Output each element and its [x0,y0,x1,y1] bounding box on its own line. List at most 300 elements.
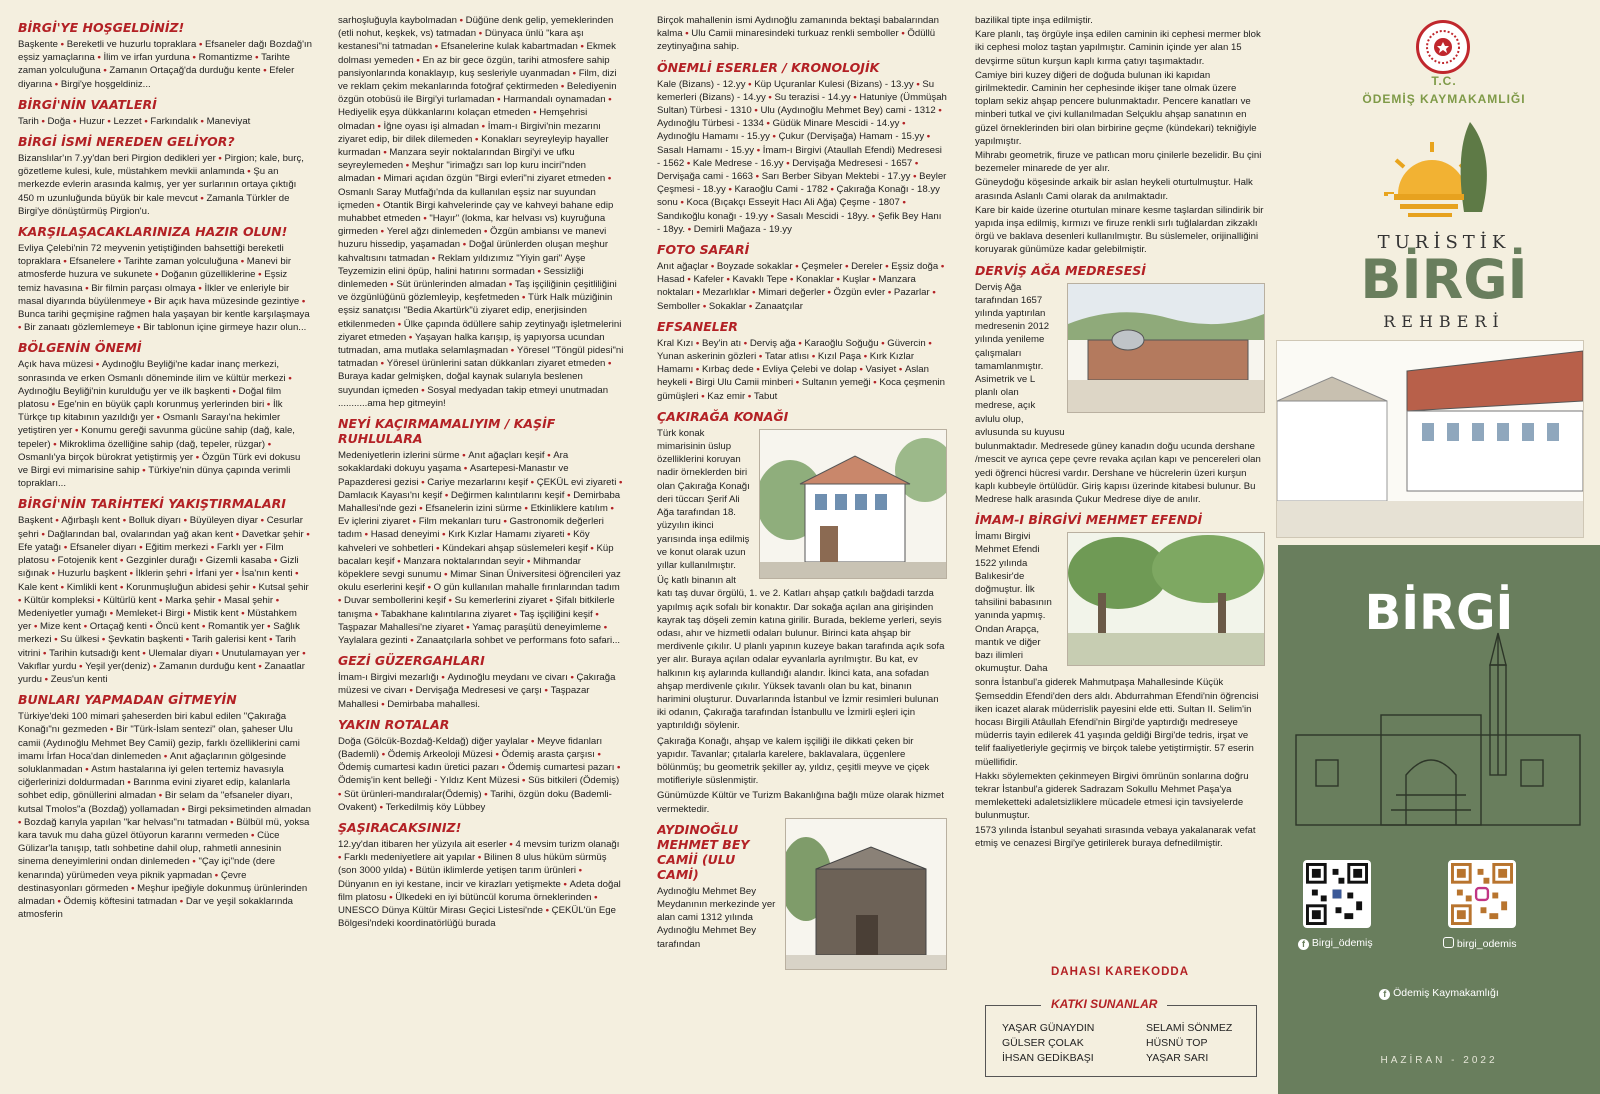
bullet-dot: • [18,322,25,334]
section-text: Derviş Ağa tarafından 1657 yılında yaptırılan medresenin 2012 yılında yenileme çalışmaları tamamlanmıştır. Asimetrik ve L planlı olan medrese, açık avlulu olup, avlusunda su kuyusu [975,281,1065,438]
list-item: Unutulamayan yer [221,647,300,659]
list-item: Bolluk diyarı [128,515,182,527]
bullet-dot: • [124,777,134,789]
section-dont-leave [18,692,312,921]
list-item: Zanaatlar yurdu [18,660,305,685]
bullet-dot: • [117,581,127,593]
bullet-dot: • [189,856,199,868]
list-item: Astım hastalarına iyi gelen tertemiz havasıyla ciğerlerinizi doldurmadan [18,763,284,789]
list-item: Masal şehir [223,594,274,606]
section-dont-miss [338,416,624,647]
bullet-dot: • [150,660,160,672]
bullet-dot: • [197,192,207,204]
bullet-dot: • [156,594,166,606]
bullet-dot: • [48,568,58,580]
bullet-dot: • [40,647,50,659]
bullet-dot: • [18,594,25,606]
section-surprise [338,820,624,930]
list-item: Maneviyat [206,115,251,127]
section-title: AYDINOĞLU MEHMET BEY CAMİİ (ULU CAMİ) [657,821,750,882]
section-tour-routes [338,653,624,711]
list-item: Doğanın güzelliklerine [161,269,256,281]
bullet-dot: • [186,568,196,580]
column-4 [975,14,1265,954]
list-item: Bozdağ karıyla yapılan "kar helvası"nı tatmadan [24,816,228,828]
qr-code-instagram[interactable] [1448,860,1516,928]
bullet-dot: • [61,541,70,553]
list-item: Efeler diyarına [18,65,295,90]
list-item: Ortaçağ kenti [89,621,147,633]
list-item: İlim ve irfan yurduna [103,52,190,64]
list-item: Efsanelere [69,256,116,268]
bullet-dot: • [134,322,144,334]
bullet-dot: • [271,555,281,567]
list-item: Sağlık merkezi [18,621,300,646]
list-item: Doğal film platosu [18,385,282,411]
list-item: Romantik yer [208,621,265,633]
list-item: "Çay içi"nde (dere kenarında) yürümeden veya piknik yapmadan [18,856,276,881]
bullet-dot: • [183,634,192,646]
list-item: Ödemiş köftesini tatmadan [63,895,178,907]
list-item: Meşhur ipeğiyle dokunmuş ürünlerinden almadan [18,882,308,907]
list-item: Medeniyetler yumağı [18,607,108,619]
turistik-label: TURİSTİK [1377,232,1511,253]
column-2 [338,14,624,1084]
bullet-dot: • [189,52,199,64]
bullet-dot: • [48,555,58,567]
kaymakamlik-label: ÖDEMİŞ KAYMAKAMLIĞI [1362,92,1526,106]
section-text [18,115,312,128]
bullet-dot: • [156,790,165,802]
list-item: Manevi bir atmosferde huzura ve sukunete [18,256,292,281]
section-ulu-mosque [657,822,947,951]
bullet-dot: • [238,256,247,268]
bullet-dot: • [18,816,25,828]
contributor-name: YAŞAR GÜNAYDIN [1002,1022,1095,1034]
bullet-dot: • [179,803,188,815]
paragraph: Mihrabı geometrik, firuze ve patlıcan moru çinilerle bezelidir. Bu çini bezemeler minarede de yer alır. [975,150,1262,175]
column-3 [657,14,947,1084]
continued-text: sarhoşluğuyla kaybolmadan • Düğüne denk gelip, yemeklerinden (etli nohut, keşkek, vs) tatmadan • Dünyaca ünlü "kara aşı kestanesi"ni tatmadan • Efsanelerine kulak kabartmadan • Ekmek dolması yemeden • En az bir gece özgün, tarihi atmosfere sahip pansiyonlarında konaklayıp, kuş sesleriyle uyanmadan • Film, dizi ve reklam çekim mekanlarında fotoğraf çektirmeden • Belediyenin özgün otobüsü ile Birgi'yi turlamadan • Harmandalı oynamadan • Hediyelik eşya dükkanlarını kolaçan etmeden • Hemşehrisi olmadan • İğne oyası işi almadan • İmam-ı Birgivi'nin mezarını ziyaret edip, bir dilek dilemeden • Konakları seyreyleyip hayaller kurmadan • Manzara seyir noktalarından Birgi'yi ve ufku seyreylemeden • Meşhur "irimağzı sarı lop kuru inciri"nden almadan • Mimari açıdan özgün "Birgi evleri"ni ziyaret etmeden • Osmanlı Saray Mutfağı'nda da kullanılan eşsiz nar suyundan içmeden • Otantik Birgi kahvelerinde çay ve kahveyi bahane edip muhabbet etmeden • "Hayır" (lokma, kar helvası vs) kuyruğuna girmeden • Yerel ağzı dinlemeden • Özgün ambiansı ve manevi huzuru hissedip, yaşamadan • Doğal ürünlerden oluşan meşhur kahvaltısını tatmadan • Reklam yıldızımız "Yiyin gari" Ayşe Teyzemizin elini öpüp, halini hatırını sormadan • Sessizliği dinlemeden • Süt ürünlerinden almadan • Taş işçiliğinin çeşitliliğini ve özgünlüğünü gözlemleyip, keşfetmeden • Türk Halk müziğinin eşsiz sanatçısı "Bedia Akartürk"ü ziyaret edip, enerjisinden etkilenmeden • Ülke çapında ödüllere sahip zeytinyağı işletmelerini ziyaret etmeden • Yaşayan halka karışıp, iş yapıyorsa ucundan tutmadan, ama mutlaka selamlaşmadan • Yöresel "Töngül pidesi"ni tatmadan • Yöresel ürünlerini satan dükkanları ziyaret etmeden • Buraya kadar gelmişken, doğal kaynak sularıyla beslenen suyundan içmeden • Sosyal medyadan takip etmeyi unutmadan ...........ama hep gitmeyin! [338,15,624,409]
section-title: ŞAŞIRACAKSINIZ! [338,819,462,835]
bullet-dot: • [70,115,80,127]
list-item: Korunmuşluğun abidesi şehir [126,581,250,593]
tc-label: T.C. [1431,74,1457,88]
section-text: Üç katlı binanın alt katı taş duvar örgülü, 1. ve 2. Katları ahşap çatkılı bağdadi tarzda yapılmış açık sofalı bir konaktır. Dar sokağa açılan ana girişinden kayrak taş döşeli zemin katına girilir. Burada, bekleme yerleri, seyis odası, ahır ve hizmetli odaları bulunur. Birinci kata ahşap bir merdivenle çıkılır. U planlı yapının kuzeye bakan tarafında açık sofa yer alır. Buraya açılan odalar eyvanlarla ayrılmıştır. Bu kat, ev halkının kış aylarında kullandığı alandır. İkinci kata, ana sofadan ahşap merdivenle çıkılır. Yüksek tavanlı olan bu kat, binanın harimini oluşturur. Duvarlarında İstanbul ve İzmir resimleri bulunan iki odanın, Çakırağa tarafından İstanbullu ve İzmirli eşleri için yaptırıldığı söylenir. [657,575,945,732]
contributors-title: KATKI SUNANLAR [1041,997,1167,1011]
list-item: İlk Türkçe tıp kitabının yazıldığı yer [18,399,283,424]
bullet-dot: • [252,52,262,64]
bullet-dot: • [38,115,48,127]
list-item: Kutsal şehir [258,581,309,593]
bullet-dot: • [152,269,162,281]
bullet-dot: • [120,515,129,527]
facebook-handle: Ödemiş Kaymakamlığı [1393,987,1499,999]
list-item: Efsaneler dağı Bozdağ'ın eşsiz yamaçlarına [18,39,312,64]
bullet-dot: • [139,647,149,659]
list-item: Tarihin kutsadığı kent [49,647,140,659]
list-item: Lezzet [113,115,142,127]
section-title: BÖLGENİN ÖNEMİ [18,340,142,356]
madrasa-illustration [1067,283,1265,413]
bullet-dot: • [107,607,116,619]
list-item: Osmanlı'ya birçok bürokrat yetiştirmiş yer [18,451,194,463]
street-illustration [1276,340,1584,538]
bullet-dot: • [82,763,92,775]
section-text: Doğa (Gölcük-Bozdağ-Keldağ) diğer yaylalar • Meyve fidanları (Bademli) • Ödemiş Arkeoloji Müzesi • Ödemiş arasta çarşısı • Ödemiş cumartesi kadın üretici pazarı • Ödemiş cumartesi pazarı • Ödemiş'in kent belleği - Yıldız Kent Müzesi • Süs bitkileri (Ödemiş) • Süt ürünleri-mandıralar(Ödemiş) • Tarihi, özgün doku (Bademli-Ovakent) • Terkedilmiş köy Lübbey [338,735,621,813]
list-item: Zeus'un kenti [50,673,108,685]
bullet-dot: • [232,568,242,580]
bullet-dot: • [229,385,239,397]
list-item: Romantizme [198,52,253,64]
bullet-dot: • [136,541,146,553]
mosque-sketch-illustration [1286,625,1592,835]
list-item: Birgi'ye hoşgeldiniz... [60,78,151,90]
list-item: Efsaneler diyarı [69,541,137,553]
list-item: Bir tablonun içine girmeye hazır olun... [143,322,307,334]
bullet-dot: • [107,724,116,736]
bullet-dot: • [196,39,206,50]
list-item: Bereketli ve huzurlu topraklara [66,39,197,50]
bullet-dot: • [199,621,208,633]
section-dervis-aga-madrasa [975,263,1265,506]
list-item: Tarih vitrini [18,634,296,659]
list-item: Kültür kompleksi [24,594,95,606]
section-title: NEYİ KAÇIRMAMALIYIM / KAŞİF RUHLULARA [338,416,556,447]
list-item: Kimlikli kent [66,581,118,593]
list-item: Cüce Gülizar'la tanışıp, tatlı sohbetine dahil olup, rahmetli annesinin sinema deneyimlerini ondan dinlemeden [18,829,282,868]
list-item: Bizanslılar'ın 7.yy'dan beri Pirgion dedikleri yer [18,153,216,165]
bullet-dot: • [76,660,86,672]
section-text [18,152,312,218]
section-promises [18,97,312,128]
list-item: Pirgion; kale, burç, gözetleme kulesi, kule, müstahkem mevkii anlamında [18,153,304,178]
bullet-dot: • [227,816,237,828]
list-item: Bir "Türk-İslam sentezi" olan, şaheser Ulu camii (Aydınoğlu Mehmet Bey Camii) gezip, farklı özelliklerini cami imamı İrfan Hoca'dan dinlemeden [18,724,300,762]
section-text: Kral Kızı • Bey'in atı • Derviş ağa • Karaoğlu Soğuğu • Güvercin • Yunan askerinin gözleri • Tatar atlısı • Kızıl Paşa • Kırk Kızlar Hamamı • Kırbaç dede • Evliya Çelebi ve dolap • Vasiyet • Aslan heykeli • Birgi Ulu Camii minberi • Sultanın yemeği • Koca çeşmenin gümüşleri • Kaz emir • Tabut [657,337,945,402]
list-item: Bir selam da "efsaneler diyarı, kutsal Tmolos"a (Bozdağ) yollamadan [18,790,293,815]
section-text: Anıt ağaçlar • Boyzade sokaklar • Çeşmeler • Dereler • Eşsiz doğa • Hasad • Kafeler • Kavaklı Tepe • Konaklar • Kuşlar • Manzara noktaları • Mezarlıklar • Mimari değerler • Özgün evler • Pazarlar • Semboller • Sokaklar • Zanaatçılar [657,261,945,312]
list-item: Tarih galerisi kent [191,634,267,646]
list-item: Eğitim merkezi [145,541,209,553]
section-title: ÇAKIRAĞA KONAĞI [657,408,789,424]
contributor-name: GÜLSER ÇOLAK [1002,1037,1084,1049]
section-text [18,514,312,686]
section-get-ready [18,224,312,334]
column-1 [18,14,312,1084]
list-item: Evliya Çelebi'nin 72 meyvenin yetiştiğinden bahsettiği bereketli topraklara [18,243,284,268]
publish-date: HAZİRAN - 2022 [1380,1055,1498,1066]
list-item: Başkente [18,39,59,50]
list-item: Farklı yer [216,541,257,553]
list-item: Kültürlü kent [103,594,157,606]
section-text: Hakkı söylemekten çekinmeyen Birgivi ömrünün sonlarına doğru tekrar İstanbul'a giderek Sadrazam Sokullu Mehmet Paşa'ya memleketteki adaletsizliklere mücadele etmesi için tavsiyelerde bulunmuştur. [975,770,1249,822]
instagram-handle: birgi_odemis [1456,938,1517,950]
birgi-title: BİRGİ [1360,248,1528,311]
section-title: BİRGİ'NİN VAATLERİ [18,96,157,112]
bullet-dot: • [42,673,51,685]
bullet-dot: • [255,269,265,281]
section-text: Türk konak mimarisinin üslup özelliklerini koruyan nadir örneklerden biri olan Çakırağa Konağı deri tüccarı Şerif Ali Ağa tarafından 18. yüzyılın ikinci yarısında inşa edilmiş ve konut olarak uzun yıllar kullanılmıştır. [657,427,750,571]
list-item: Vakıflar yurdu [18,660,77,672]
section-title: KARŞILAŞACAKLARINIZA HAZIR OLUN! [18,224,288,240]
section-cakiraga-mansion [657,409,947,816]
contributors-left [1002,1021,1094,1066]
list-item: Mize kent [40,621,82,633]
section-title: YAKIN ROTALAR [338,716,450,732]
bullet-dot: • [264,621,274,633]
contributor-name: HÜSNÜ TOP [1146,1037,1208,1049]
qr-code-facebook[interactable] [1303,860,1371,928]
bullet-dot: • [38,528,48,540]
list-item: İlkler ve enleriyle bir masal diyarında büyülenmeye [18,282,290,307]
list-item: Başkent [18,515,53,527]
section-welcome [18,20,312,91]
section-title: EFSANELER [657,318,738,334]
list-item: Bir açık hava müzesinde gezintiye [154,295,300,307]
list-item: İlklerin şehri [135,568,187,580]
section-title: BİRGİ'NİN TARİHTEKİ YAKIŞTIRMALARI [18,496,286,512]
bullet-dot: • [212,647,222,659]
bullet-dot: • [215,153,225,165]
section-imam-birgivi [975,512,1265,850]
bullet-dot: • [99,634,108,646]
bullet-dot: • [141,115,151,127]
qr-callout: DAHASI KAREKODDA [1050,966,1190,978]
list-item: Bir filmin parçası olmaya [91,282,196,294]
bullet-dot: • [93,359,102,371]
bullet-dot: • [58,39,67,50]
list-item: Türkiye'deki 100 mimari şaheserden biri kabul edilen "Çakırağa Konağı"nı gezmeden [18,711,287,736]
list-item: Tarihte zaman yolculuğuna [18,52,290,77]
green-panel [1278,545,1600,1094]
list-item: Kale kent [18,581,59,593]
bullet-dot: • [58,581,67,593]
bullet-dot: • [193,451,202,463]
bullet-dot: • [153,412,163,424]
facebook-link[interactable] [1298,937,1373,950]
list-item: Gizemli kasaba [205,555,272,567]
section-photo-safari [657,242,947,313]
section-title: BİRGİ'YE HOŞGELDİNİZ! [18,20,185,35]
contributor-name: YAŞAR SARI [1146,1052,1209,1064]
bullet-dot: • [51,634,61,646]
section-text: 1573 yılında İstanbul seyahati sırasında vebaya yakalanarak vefat etmiş ve cenazesi Birgi'ye getirilerek buraya defnedilmiştir. [975,824,1256,849]
bullet-dot: • [195,282,205,294]
cakiraga-illustration [759,429,947,579]
section-text: İmamı Birgivi Mehmet Efendi 1522 yılında Balıkesir'de doğmuştur. İlk tahsilini babasının yanında yapmış. Ondan Arapça, mantık ve diğer bazı ilimleri okumuştur. Daha [975,531,1052,675]
section-text: bulunmaktadır. Medresede güney kanadın doğu ucunda dershane /mescit ve ayrıca çepe çevre revaka açılan kapı ve pencereleri olan yedi öğrenci hücresi vardır. Dershane ve hücrelerin üzeri kurşun kaplı kubbeyle örtülüdür. Giriş kapısı üzerinde kitabesi bulunur. Bu Medrese halk arasında Çukur Medrese diye de anılır. [975,441,1261,505]
bullet-dot: • [273,594,280,606]
bullet-dot: • [145,295,155,307]
bullet-dot: • [60,256,70,268]
list-item: Film platosu [18,541,284,567]
list-item: Özgün Türk evi dokusu ve Birgi evi mimarisine sahip [18,451,301,477]
bullet-dot: • [31,621,41,633]
bullet-dot: • [256,541,266,553]
rehberi-label: REHBERİ [1383,312,1505,331]
bullet-dot: • [181,515,190,527]
bullet-dot: • [215,594,224,606]
list-item: Çevre destinasyonları görmeden [18,869,247,894]
list-item: Dar ve yeşil sokaklarında atmosferin [18,895,293,921]
bullet-dot: • [94,52,104,64]
list-item: Şu an merkezde evlerin arasında kalmış, yer yer surlarının ortaya çıktığı 450 m uzunluğunda büyük bir kale mevcut [18,166,297,204]
bullet-dot: • [244,166,254,178]
list-item: Fotojenik kent [57,555,118,567]
list-item: Dağlarından bal, ovalarından yağ akan kent [47,528,234,540]
bullet-dot: • [303,528,310,540]
bullet-dot: • [197,555,206,567]
section-text: Günümüzde Kültür ve Turizm Bakanlığına bağlı müze olarak hizmet vermektedir. [657,790,944,815]
list-item: Zamanın Ortaçağ'da durduğu kente [109,65,261,77]
bullet-dot: • [100,65,110,77]
facebook-handle: Birgi_ödemiş [1311,937,1373,949]
bullet-dot: • [128,882,138,894]
list-item: Ağırbaşlı kent [61,515,121,527]
section-name-origin [18,134,312,218]
list-item: Davetkar şehir [241,528,304,540]
list-item: Aydınoğlu Beyliği'nin kurulduğu yer ve ilk başkenti [18,385,230,397]
bullet-dot: • [126,568,136,580]
section-nearby-routes [338,717,624,814]
list-item: İsa'nın kenti [241,568,293,580]
list-item: Bir zanaatı gözlemlemeye [24,322,135,334]
list-item: Büyüleyen diyar [189,515,258,527]
list-item: Zamanla Türkler de Birgi'ye dönüştürmüş Pirgion'u. [18,192,290,217]
paragraph: Güneydoğu köşesinde arkaik bir aslan heykeli oturtulmuştur. Halk arasında Aslanlı Cami olarak da anılmaktadır. [975,177,1253,202]
section-text [18,710,312,921]
section-text: Kale (Bizans) - 12.yy • Küp Uçuranlar Kulesi (Bizans) - 13.yy • Su kemerleri (Bizans) - 14.yy • Su terazisi - 14.yy • Hatuniye (Ümmüşah Sultan) Türbesi - 1310 • Ulu (Aydınoğlu Mehmet Bey) cami - 1312 • Aydınoğlu Türbesi - 1334 • Güdük Minare Mescidi - 14.yy • Aydınoğlu Hamamı - 15.yy • Çukur (Dervişağa) Hamam - 15.yy • Sasalı Hamamı - 15.yy • İmam-ı Birgivi (Ataullah Efendi) Medresesi - 1562 • Kale Medrese - 16.yy • Dervişağa Medresesi - 1657 • Dervişağa cami - 1663 • Sarı Berber Sibyan Mektebi - 17.yy • Beyler Çeşmesi - 18.yy • Karaoğlu Cami - 1782 • Çakırağa Konağı - 18.yy sonu • Koca (Bıçakçı Esseyit Hacı Ali Ağa) Çeşme - 1807 • Sandıkoğlu konağı - 19.yy • Sasalı Mescidi - 18yy. • Şefik Bey Hanı - 18yy. • Demirli Mağaza - 19.yy [657,78,947,235]
paragraph: Camiye biri kuzey diğeri de doğuda bulunan iki kapıdan girilmektedir. Caminin her cephesinde ikişer tane olmak üzere toplam sekiz ahşap pencere bulunmaktadır. Pencere kanatları ve minberi tutkal ve çivi kullanılmadan Selçuklu ahşap sanatının en güzel örneklerinden biri olan birbirine geçme (kündekari) tekniğiyle yapılmıştır. [975,69,1257,147]
instagram-link[interactable] [1443,937,1516,950]
section-title: ÖNEMLİ ESERLER / KRONOLOJİK [657,59,880,75]
section-text: Çakırağa Konağı, ahşap ve kalem işçiliği ile dikkati çeken bir yapıdır. Tavanlar; çıtalarla karelere, baklavalara, üçgenlere bölünmüş; bu geometrik şekiller ay, yıldız, çeşitli meyve ve çiçek motifleriyle süslenmiştir. [657,735,930,787]
list-item: Yeşil yer(deniz) [85,660,151,672]
section-historic-epithets [18,496,312,686]
government-emblem-icon [1416,20,1470,74]
paragraph: Kare planlı, taş örgüyle inşa edilen caminin iki cephesi mermer blok iki cephesi moloz taştan yapılmıştır. Caminin içinde yer alan 15 devşirme sütun kurşun kaplı kırma çatıyı taşımaktadır. [975,29,1261,67]
contributor-name: İHSAN GEDİKBAŞI [1002,1052,1094,1064]
list-item: Mikroklima özelliğine sahip (dağ, tepeler, rüzgar) [59,438,266,450]
list-item: Marka şehir [165,594,216,606]
bullet-dot: • [177,895,186,907]
list-item: Osmanlı Sarayı'na hekimler yetiştiren yer [18,412,281,437]
bullet-dot: • [197,115,207,127]
birgivi-illustration [1067,532,1265,666]
facebook-icon: f [1298,939,1309,950]
bullet-dot: • [115,256,124,268]
list-item: Konumu gereği savunma gücüne sahip (dağ, kale, tepeler) [18,425,295,450]
ulu-mosque-illustration [785,818,947,970]
bullet-dot: • [146,621,156,633]
bullet-dot: • [184,607,194,619]
continued-text: bazilikal tipte inşa edilmiştir. [975,15,1093,26]
list-item: Huzurlu başkent [57,568,127,580]
section-text: İmam-ı Birgivi mezarlığı • Aydınoğlu meydanı ve civarı • Çakırağa müzesi ve civarı • Dervişağa Medresesi ve çarşı • Taşpazar Mahallesi • Demirbaba mahallesi. [338,672,616,710]
section-title: İMAM-I BİRGİVİ MEHMET EFENDİ [975,512,1203,528]
section-title: BUNLARI YAPMADAN GİTMEYİN [18,692,237,708]
list-item: Zamanın durduğu kent [159,660,256,672]
bullet-dot: • [54,895,64,907]
bullet-dot: • [285,372,292,384]
list-item: Gizli sığınak [18,555,299,580]
list-item: Müstahkem yer [18,607,297,633]
section-text: 12.yy'dan itibaren her yüzyıla ait eserler • 4 mevsim turizm olanağı • Farklı medeniyetlere ait yapılar • Bilinen 8 ulus hüküm sürmüş (son 3000 yılda) • Bütün iklimlerde yetişen tarım ürünleri • Dünyanın en iyi kestane, incir ve kirazları yetişmekte • Adeta doğal film platosu • Ülkedeki en iyi bütüncül koruma örneklerinden • UNESCO Dünya Kültür Mirası Geçici Listesi'nde • ÇEKÜL'ün Ege Bölgesi'ndeki koordinatörlüğü burada [338,838,621,930]
section-title: DERVİŞ AĞA MEDRESESİ [975,262,1146,278]
list-item: Cesurlar şehri [18,515,303,540]
bullet-dot: • [82,282,92,294]
bullet-dot: • [50,438,60,450]
section-chronology [657,60,947,236]
section-text [18,38,312,91]
continued-text: Birçok mahallenin ismi Aydınoğlu zamanında bektaşi babalarından kalma • Ulu Camii minaresindeki turkuaz renkli semboller • Ödüllü zeytinyağına sahip. [657,15,939,53]
bullet-dot: • [257,515,267,527]
list-item: Mistik kent [193,607,239,619]
facebook-icon: f [1379,989,1390,1000]
bullet-dot: • [208,541,217,553]
list-item: Doğa [47,115,71,127]
list-item: Birgi peksimetinden almadan [187,803,311,815]
list-item: Memleket-i Birgi [115,607,185,619]
list-item: Huzur [79,115,105,127]
bullet-dot: • [72,425,82,437]
bullet-dot: • [94,594,104,606]
bullet-dot: • [264,399,273,411]
section-title: FOTO SAFARİ [657,242,750,258]
list-item: Şevkatin başkenti [107,634,184,646]
bullet-dot: • [260,65,270,77]
list-item: Eşsiz temiz havasına [18,269,288,294]
section-text: sonra İstanbul'a giderek Mahmutpaşa Mahallesinde Küçük Şemseddin Efendi'den ders aldı. Abdurrahman Efendi'nin öğrencisi iken icazet alarak müderrislik payesini elde etti. Sultan II. Selim'in hocası Birgili Atâullah Efendi'nin Birgi'de yaptırdığı medreseye müderris tayin edilerek 41 yaşında geldiği Birgi'de tedris, irşat ve telif faaliyetleriyle geçirmiş ve birçok talebe yetiştirmiştir. 57 eserin müellifidir. [975,677,1259,768]
bullet-dot: • [238,607,248,619]
section-text: Medeniyetlerin izlerini sürme • Anıt ağaçları keşif • Ara sokaklardaki dokuyu yaşama • Asartepesi-Manastır ve Papazderesi gezisi • Cariye mezarlarını keşif • ÇEKÜL evi ziyareti • Damlacık Kayası'nı keşif • Değirmen kalıntılarını keşif • Demirbaba Mahallesi'nde gezi • Efsanelerin izini sürme • Etkinliklere katılım • Ev içlerini ziyaret • Film mekanları turu • Gastronomik değerleri tadım • Hasad deneyimi • Kırk Kızlar Hamamı ziyareti • Köy kahveleri ve sohbetleri • Kündekari ahşap süslemeleri keşif • Küp bacaları keşif • Manzara noktalarından seyir • Mihmandar köpeklere sevgi sunumu • Mimar Sinan Üniversitesi öğrencileri yaz okulu eserlerini keşif • O gün kullanılan mahalle fırınlarından tadım • Duvar sembollerini keşif • Su kemerlerini ziyaret • Şifalı bitkilerle tanışma • Tabakhane kalıntılarına ziyaret • Taş işçiliğini keşif • Taşpazar Mahallesi'ne ziyaret • Yamaç paraşütü deneyimleme • Yaylalara gezinti • Zanaatçılarla sohbet ve performans foto safari... [338,450,623,646]
paragraph: Kare bir kaide üzerine oturtulan minare kesme taşlardan silindirik bir yapıda inşa edilmiş, kırmızı ve firuze renkli sırlı tuğlalardan zikzaklı örgü ve baklava desenleri kullanılmıştır. Bu süslemeler, orijinalliğini koruyarak günümüze kadar gelebilmiştir. [975,204,1264,256]
list-item: Tarih [18,115,39,127]
list-item: Tarihte zaman yolculuğuna [123,256,239,268]
list-item: Ulemalar diyarı [148,647,213,659]
bullet-dot: • [233,528,242,540]
section-title: BİRGİ İSMİ NEREDEN GELİYOR? [18,134,235,150]
birgi-logo-icon [1374,112,1514,230]
list-item: Ege'nin en büyük çaplı korunmuş yerlerinden biri [57,399,265,411]
kaymakamlik-facebook-link[interactable] [1278,987,1600,1000]
list-item: İrfani yer [195,568,233,580]
bullet-dot: • [104,115,114,127]
instagram-icon [1443,937,1454,948]
list-item: Aydınoğlu Beyliği'ne kadar inanç merkezi, sonrasında ve erken Osmanlı döneminde ilim ve kültür merkezi [18,359,286,384]
bullet-dot: • [249,581,259,593]
bullet-dot: • [117,555,127,567]
bullet-dot: • [52,515,62,527]
list-item: Bunca tarihi geçmişine rağmen hala yaşayan bir kentle karşılaşmaya [18,309,310,321]
bullet-dot: • [161,750,170,762]
list-item: Türkiye'nin dünya çapında verimli toprakları... [18,465,291,490]
contributors-box [985,997,1257,1077]
contributors-right [1146,1021,1232,1066]
list-item: Anıt ağaçlarının gölgesinde soluklanmadan [18,750,287,775]
list-item: Öncü kent [155,621,200,633]
bullet-dot: • [265,438,272,450]
bullet-dot: • [299,647,306,659]
bullet-dot: • [255,660,265,672]
bullet-dot: • [139,465,149,477]
section-text [18,242,312,334]
section-text: Aydınoğlu Mehmet Bey Meydanının merkezinde yer alan cami 1312 yılında Aydınoğlu Mehmet Bey tarafından [657,885,776,950]
list-item: Efe yatağı [18,541,62,553]
contributor-name: SELAMİ SÖNMEZ [1146,1022,1233,1034]
bullet-dot: • [248,829,258,841]
